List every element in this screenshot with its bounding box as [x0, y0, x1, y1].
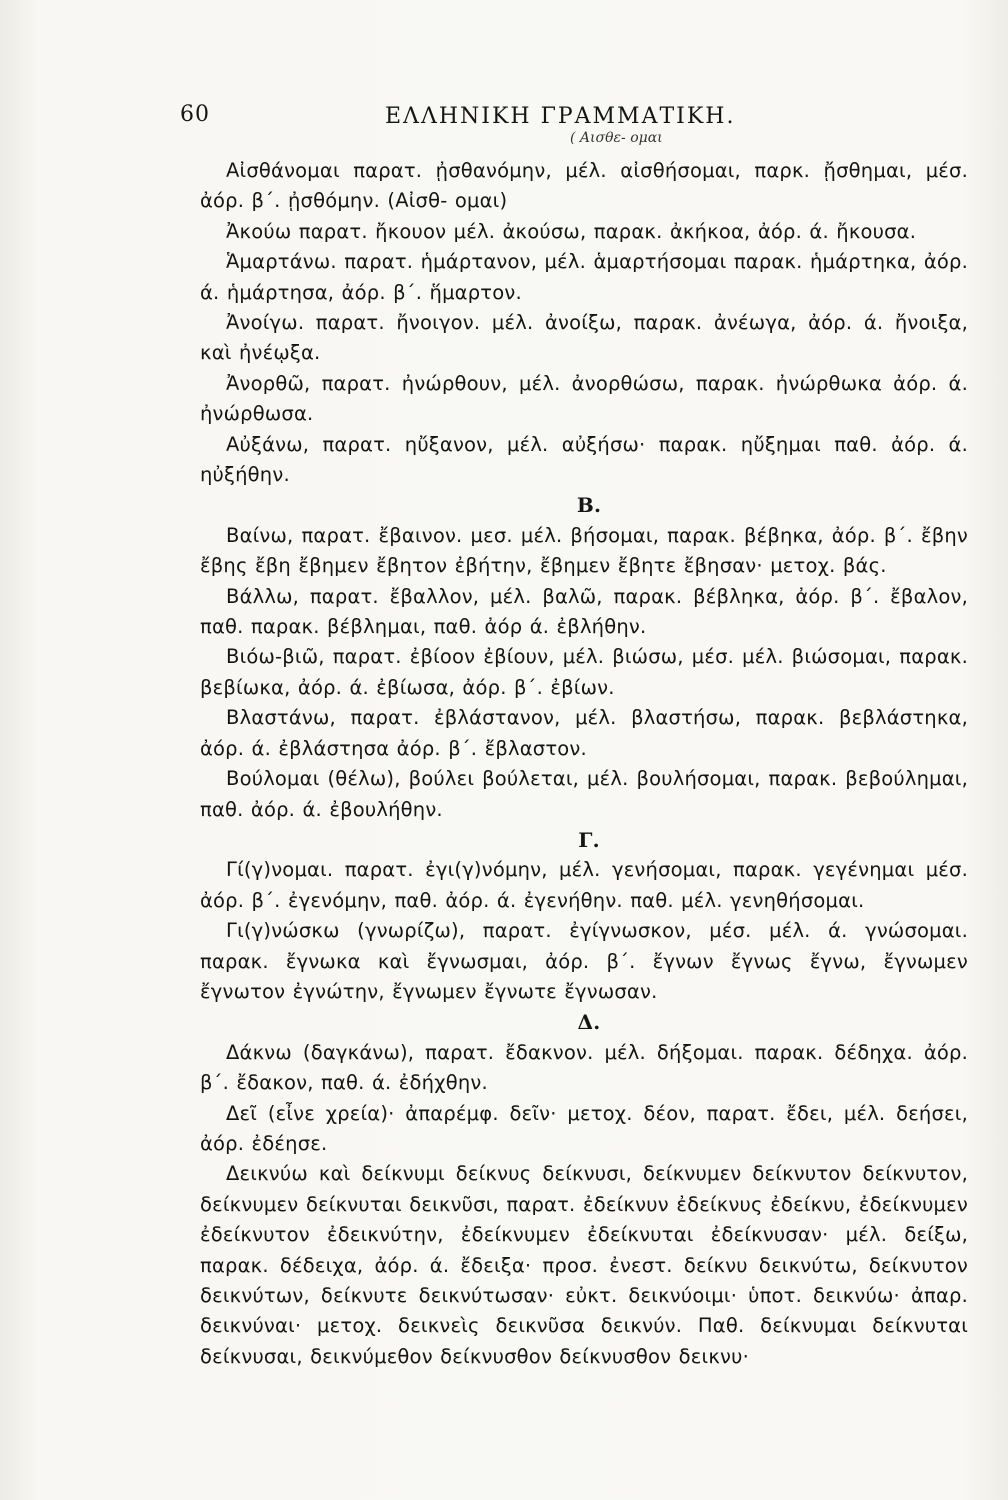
verb-entry: Βιόω-βιῶ, παρατ. ἐβίοον ἐβίουν, μέλ. βιώσω, μέσ. μέλ. βιώσομαι, παρακ. βεβίωκα, ἀόρ. ά. ἐβίωσα, ἀόρ. β΄. ἐβίων.	[200, 645, 968, 699]
grammar-text-body	[200, 156, 968, 1372]
verb-entry: Βλαστάνω, παρατ. ἐβλάστανον, μέλ. βλαστήσω, παρακ. βεβλάστηκα, ἀόρ. ά. ἐβλάστησα ἀόρ. β΄. ἔβλαστον.	[200, 706, 968, 760]
verb-entry: Ἀνοίγω. παρατ. ἤνοιγον. μέλ. ἀνοίξω, παρακ. ἀνέωγα, ἀόρ. ά. ἤνοιξα, καὶ ἠνέῳξα.	[200, 311, 968, 365]
verb-entry: Αὐξάνω, παρατ. ηὔξανον, μέλ. αὐξήσω· παρακ. ηὔξημαι παθ. ἀόρ. ά. ηὐξήθην.	[200, 432, 968, 487]
running-title: ΕΛΛΗΝΙΚΗ ΓΡΑΜΜΑΤΙΚΗ.	[385, 104, 736, 129]
section-letter-heading: Δ.	[577, 1010, 601, 1035]
verb-entry: Βούλομαι (θέλω), βούλει βούλεται, μέλ. βουλήσομαι, παρακ. βεβούλημαι, παθ. ἀόρ. ά. ἐβουλήθην.	[200, 767, 968, 821]
verb-entry: Δεικνύω καὶ δείκνυμι δείκνυς δείκνυσι, δείκνυμεν δείκνυτον δείκνυτον, δείκνυμεν δείκνυται δεικνῦσι, παρατ. ἐδείκνυν ἐδείκνυς ἐδείκνυ, ἐδείκνυμεν ἐδείκνυτον ἐδεικνύτην, ἐδείκνυμεν ἐδείκνυται ἐδείκνυσαν· μέλ. δείξω, παρακ. δέδειχα, ἀόρ. ά. ἔδειξα· προσ. ἐνεστ. δείκνυ δεικνύτω, δείκνυτον δεικνύτων, δείκνυτε δεικνύτωσαν· εὐκτ. δεικνύοιμι· ὑποτ. δεικνύω· ἀπαρ. δεικνύναι· μετοχ. δεικνεὶς δεικνῦσα δεικνύν. Παθ. δείκνυμαι δείκνυται δείκνυσαι, δεικνύμεθον δείκνυσθον δείκνυσθον δεικνυ·	[200, 1162, 968, 1368]
section-letter-heading: Γ.	[578, 827, 600, 852]
verb-entry: Βάλλω, παρατ. ἔβαλλον, μέλ. βαλῶ, παρακ. βέβληκα, ἀόρ. β΄. ἔβαλον, παθ. παρακ. βέβλημαι, παθ. ἀόρ ά. ἐβλήθην.	[200, 584, 968, 639]
verb-entry: Γι(γ)νώσκω (γνωρίζω), παρατ. ἐγίγνωσκον, μέσ. μέλ. ά. γνώσομαι. παρακ. ἔγνωκα καὶ ἔγνωσμαι, ἀόρ. β΄. ἔγνων ἔγνως ἔγνω, ἔγνωμεν ἔγνωτον ἐγνώτην, ἔγνωμεν ἔγνωτε ἔγνωσαν.	[200, 919, 968, 1003]
page-header	[180, 96, 820, 136]
verb-entry: Δεῖ (εἶνε χρεία)· ἀπαρέμφ. δεῖν· μετοχ. δέον, παρατ. ἔδει, μέλ. δεήσει, ἀόρ. ἐδέησε.	[200, 1101, 968, 1155]
page-number: 60	[180, 102, 210, 127]
verb-entry: Γί(γ)νομαι. παρατ. ἐγι(γ)νόμην, μέλ. γενήσομαι, παρακ. γεγένημαι μέσ. ἀόρ. β΄. ἐγενόμην, παθ. ἀόρ. ά. ἐγενήθην. παθ. μέλ. γενηθήσομαι.	[200, 858, 968, 912]
verb-entry: Ἀκούω παρατ. ἤκουον μέλ. ἀκούσω, παρακ. ἀκήκοα, ἀόρ. ά. ἤκουσα.	[226, 219, 917, 243]
verb-entry: Βαίνω, παρατ. ἔβαινον. μεσ. μέλ. βήσομαι, παρακ. βέβηκα, ἀόρ. β΄. ἔβην ἔβης ἔβη ἔβημεν ἔβητον ἐβήτην, ἔβημεν ἔβητε ἔβησαν· μετοχ. βάς.	[200, 523, 968, 578]
verb-entry: Ἁμαρτάνω. παρατ. ἡμάρτανον, μέλ. ἁμαρτήσομαι παρακ. ἡμάρτηκα, ἀόρ. ά. ἡμάρτησα, ἀόρ. β΄. ἥμαρτον.	[200, 250, 968, 304]
verb-entry: Αἰσθάνομαι παρατ. ᾐσθανόμην, μέλ. αἰσθήσομαι, παρκ. ᾔσθημαι, μέσ. ἀόρ. β΄. ᾐσθόμην. (Αἰσθ- ομαι)	[200, 159, 968, 213]
handwritten-annotation: ( Αισθε- ομαι	[570, 130, 663, 146]
verb-entry: Δάκνω (δαγκάνω), παρατ. ἔδακνον. μέλ. δήξομαι. παρακ. δέδηχα. ἀόρ. β΄. ἔδακον, παθ. ά. ἐδήχθην.	[200, 1040, 968, 1095]
section-letter-heading: Β.	[576, 493, 602, 518]
verb-entry: Ἀνορθῶ, παρατ. ἠνώρθουν, μέλ. ἀνορθώσω, παρακ. ἠνώρθωκα ἀόρ. ά. ἠνώρθωσα.	[200, 371, 968, 426]
